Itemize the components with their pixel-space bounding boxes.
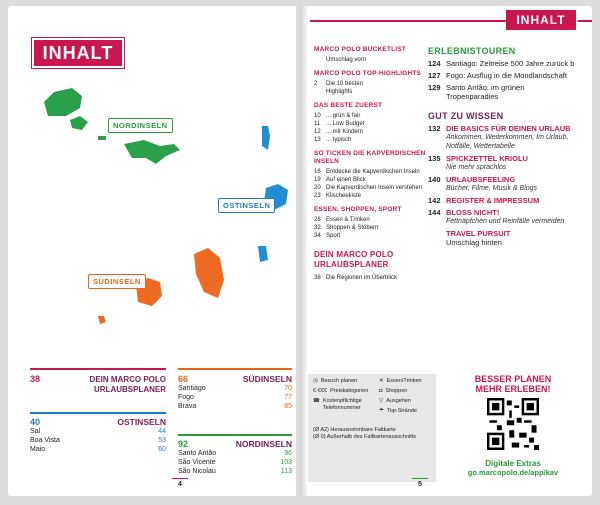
toc-section: MARCO POLO BUCKETLIST Umschlag vorn <box>314 46 406 63</box>
nord-item: São Nicolau 113 <box>178 468 292 475</box>
tag-nordinseln: NORDINSELN <box>108 118 173 133</box>
planer-page: 38 <box>30 374 41 384</box>
island-sal <box>262 126 270 150</box>
tag-suedinseln: SÜDINSELN <box>88 274 146 289</box>
glass-icon: ▽ <box>379 398 384 404</box>
nord-section <box>178 434 292 476</box>
planer-row <box>30 368 166 395</box>
toc-section: DAS BESTE ZUERST 10 ... grün & fair 11 ... Low Budget 12 ... mit Kindern 13 ... typisch <box>314 102 383 143</box>
right-page <box>300 6 592 496</box>
wissen-item: 132 DIE BASICS FÜR DEINEN URLAUB Ankommen, Weiterkommen, Im Urlaub, Notfälle, Wettertabelle <box>428 124 571 150</box>
nord-label: NORDINSELN <box>235 439 292 449</box>
left-page <box>8 6 296 496</box>
qr-code[interactable] <box>487 398 539 450</box>
island-santa-luzia <box>98 136 106 140</box>
page-title: INHALT <box>32 38 124 68</box>
toc-section: ESSEN, SHOPPEN, SPORT 28 Essen & Trinken 32 Shoppen & Stöbern 34 Sport <box>314 206 402 239</box>
page-number-right: 5 <box>412 478 428 488</box>
sued-page: 66 <box>178 374 189 384</box>
toc-planer: DEIN MARCO POLO URLAUBSPLANER 38 Die Regionen im Überblick <box>314 250 398 281</box>
island-santiago <box>194 248 224 298</box>
region-overview <box>30 368 292 486</box>
sued-item: Santiago 70 <box>178 385 292 392</box>
ost-item: Sal 44 <box>30 428 166 435</box>
erlebnis-heading: ERLEBNISTOUREN <box>428 46 516 56</box>
ost-section <box>30 412 166 454</box>
clock-icon: ◷ <box>313 378 318 384</box>
toc-right-column <box>428 46 578 247</box>
toc-left-column <box>314 46 428 282</box>
planer-label: DEIN MARCO POLO URLAUBSPLANER <box>89 375 166 394</box>
wissen-item: 135 SPICKZETTEL KRIOLU Nie mehr sprachlos <box>428 154 528 171</box>
sued-item: Fogo 77 <box>178 394 292 401</box>
phone-icon: ☎ <box>313 398 320 404</box>
nord-item: São Vicente 103 <box>178 459 292 466</box>
sued-label: SÜDINSELN <box>242 374 292 384</box>
island-brava <box>98 316 106 324</box>
wissen-item: 144 BLOSS NICHT! Fettnäpfchen und Reinfälle vermeiden <box>428 208 565 225</box>
island-sao-nicolau <box>124 140 180 164</box>
nord-item: Santo Antão 96 <box>178 450 292 457</box>
page-number-left: 4 <box>172 478 188 488</box>
island-sao-vicente <box>70 116 88 130</box>
beach-icon: ☂ <box>379 408 384 414</box>
tour-item: 129 Santo Antão: im grünen Tropenparadies <box>428 83 525 101</box>
nord-page: 92 <box>178 439 189 449</box>
tour-item: 127 Fogo: Ausflug in die Mondlandschaft <box>428 71 567 80</box>
extras-url[interactable]: go.marcopolo.de/app/kav <box>467 468 559 477</box>
ost-item: Maio 60 <box>30 446 166 453</box>
toc-section: MARCO POLO TOP-HIGHLIGHTS 2 Die 10 besten Highlights <box>314 70 422 95</box>
sued-item: Brava 85 <box>178 403 292 410</box>
wissen-item: 142 REGISTER & IMPRESSUM <box>428 196 540 205</box>
ost-label: OSTINSELN <box>117 417 166 427</box>
wissen-heading: GUT ZU WISSEN <box>428 111 504 121</box>
gutter-right <box>300 6 308 496</box>
ost-item: Boa Vista 53 <box>30 437 166 444</box>
bag-icon: ◘ <box>379 388 383 394</box>
header-rule-end <box>578 20 592 22</box>
cutlery-icon: ✕ <box>379 378 384 384</box>
island-santo-antao <box>44 88 82 116</box>
sued-section <box>178 368 292 411</box>
wissen-item: 140 URLAUBSFEELING Bücher, Filme, Musik & Blogs <box>428 175 538 192</box>
tag-ostinseln: OSTINSELN <box>218 198 275 213</box>
tour-item: 124 Santiago: Zeitreise 500 Jahre zurück b <box>428 59 575 68</box>
symbol-legend: ◷ Besuch planen €-€€€ Preiskategorien ☎ Kostenpflichtige Telefonnummer ✕ Essen/Trinken ◘ Shoppen ▽ Ausgehen ☂ Top-Strände (Ø A2) Herausnehmbare Faltkarte (Ø 0) Außerhalb des Faltkartenausschnitts <box>308 374 436 482</box>
header-label: INHALT <box>506 10 576 30</box>
island-maio <box>258 246 268 262</box>
header-rule <box>310 20 506 22</box>
toc-section: SO TICKEN DIE KAPVERDISCHEN INSELN 16 Entdecke die Kapverdischen Inseln 19 Auf einen Blick 20 Die Kapverdischen Inseln verstehen 23 Klischeekiste <box>314 150 426 199</box>
digital-extras: BESSER PLANEN MEHR ERLEBEN! Digitale Extras go.marcopolo.de/app/kav <box>438 374 588 477</box>
wissen-item: TRAVEL PURSUIT Umschlag hinten <box>446 229 511 247</box>
ost-page: 40 <box>30 417 41 427</box>
